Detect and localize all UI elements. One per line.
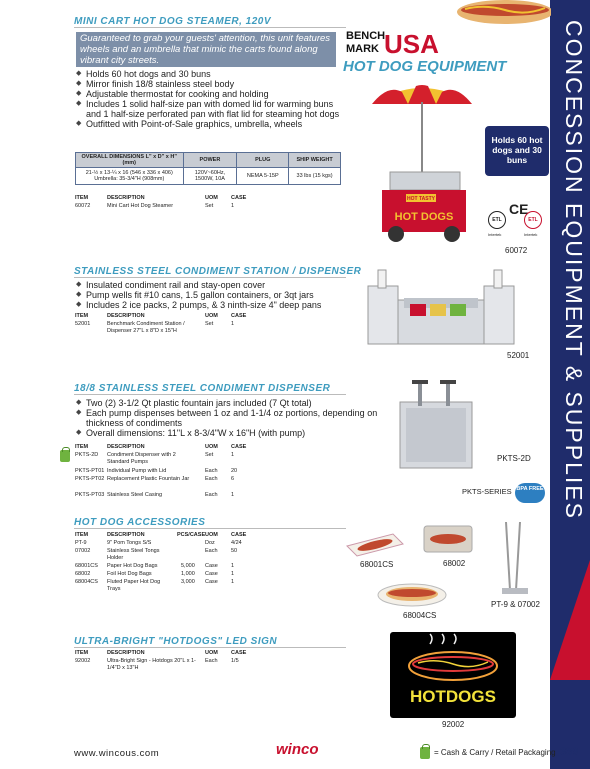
sec2-item-table (75, 313, 275, 343)
item-col-header: DESCRIPTION (107, 444, 145, 450)
item-header-row (75, 650, 275, 658)
intertek-label-1: Intertek (488, 232, 502, 237)
bullet: ◆ Includes 1 solid half-size pan with domed lid for warming buns and 1 half-size perforated pan with flat lid for steaming hot dogs (76, 99, 346, 119)
hotdogs-led-sign-image (390, 632, 516, 718)
item-code: PKTS-PT03 (75, 492, 105, 498)
table-row (75, 540, 325, 548)
sec2-bullets (76, 280, 376, 310)
spec-cell: NEMA 5-15P (237, 168, 289, 185)
item-col-header: UOM (205, 195, 218, 201)
spec-header: OVERALL DIMENSIONS L" x D" x H"(mm) (76, 153, 184, 168)
item-case: 4/24 (231, 540, 242, 546)
table-row (75, 563, 325, 571)
caption-68001cs: 68001CS (360, 560, 394, 569)
sec5-title: ULTRA-BRIGHT "HOTDOGS" LED SIGN (74, 636, 278, 647)
condiment-dispenser-image (392, 376, 480, 472)
item-uom: Set (205, 321, 214, 327)
item-code: 52001 (75, 321, 91, 327)
sec3-rule (74, 394, 346, 395)
item-pcs: 3,000 (181, 579, 195, 585)
tongs-holder-image (500, 520, 530, 596)
cart-sign-top: HOT TASTY (407, 196, 435, 202)
sec1-rule (74, 27, 346, 28)
sec4-title: HOT DOG ACCESSORIES (74, 517, 206, 528)
item-desc: Stainless Steel Casing (107, 492, 163, 498)
fluted-hotdog-tray-image (375, 580, 450, 608)
table-row (75, 492, 275, 500)
item-code: PKTS-PT01 (75, 468, 105, 474)
item-uom: Set (205, 203, 214, 209)
item-code: 68002 (75, 571, 91, 577)
item-col-header: ITEM (75, 313, 89, 319)
bullet: ◆ Includes 2 ice packs, 2 pumps, & 3 ninth-size 4" deep pans (76, 300, 376, 310)
sec3-item-table (75, 444, 275, 500)
item-header-row (75, 195, 275, 203)
item-case: 1 (231, 452, 235, 458)
item-header-row (75, 313, 275, 321)
item-desc: Stainless Steel Tongs Holder (107, 548, 160, 561)
item-pcs: 5,000 (181, 563, 195, 569)
bullet: ◆ Two (2) 3-1/2 Qt plastic fountain jars included (7 Qt total) (76, 398, 386, 408)
item-col-header: ITEM (75, 532, 89, 538)
item-case: 1 (231, 563, 235, 569)
page-number: 389 (560, 746, 579, 758)
sec1-caption: 60072 (505, 246, 528, 255)
item-code: PKTS-PT02 (75, 476, 105, 482)
bullet: ◆ Adjustable thermostat for cooking and holding (76, 89, 346, 99)
item-col-header: ITEM (75, 650, 89, 656)
item-desc: Foil Hot Dog Bags (107, 571, 152, 577)
item-case: 1 (231, 203, 235, 209)
item-desc: Fluted Paper Hot Dog Trays (107, 579, 161, 592)
table-row (75, 452, 275, 468)
capacity-callout: Holds 60 hot dogs and 30 buns (485, 126, 549, 176)
footer-url[interactable]: www.wincous.com (74, 748, 160, 759)
sec2-caption: 52001 (507, 351, 530, 360)
bullet: ◆ Pump wells fit #10 cans, 1.5 gallon containers, or 3qt jars (76, 290, 376, 300)
sec2-rule (74, 277, 346, 278)
item-col-header: CASE (231, 650, 247, 656)
table-row (75, 476, 275, 492)
intertek-label-2: Intertek (524, 232, 538, 237)
item-col-header: UOM (205, 313, 218, 319)
series-label: PKTS-SERIES (462, 487, 512, 496)
item-uom: Each (205, 492, 218, 498)
bullet: ◆ Mirror finish 18/8 stainless steel body (76, 79, 346, 89)
item-desc: Replacement Plastic Fountain Jar (107, 476, 190, 482)
cart-sign: HOT DOGS (394, 211, 454, 223)
sec3-title: 18/8 STAINLESS STEEL CONDIMENT DISPENSER (74, 383, 331, 394)
table-row (75, 468, 275, 476)
sec1-bullets (76, 69, 346, 129)
foil-hotdog-bag-image (420, 522, 476, 556)
table-row (75, 548, 325, 563)
caption-68004cs: 68004CS (403, 611, 437, 620)
item-code: 68004CS (75, 579, 98, 585)
led-sign-text: HOTDOGS (410, 687, 496, 706)
spec-header: POWER (183, 153, 237, 168)
retail-bag-icon (60, 450, 70, 462)
item-col-header: CASE (231, 313, 247, 319)
sec3-caption: PKTS-2D (497, 454, 531, 463)
bullet: ◆ Each pump dispenses between 1 oz and 1-1/4 oz portions, depending on thickness of condiments (76, 408, 386, 428)
item-col-header: CASE (231, 532, 247, 538)
spec-cell: 21-½ x 13-¼ x 16 (546 x 336 x 406) Umbrella: 35-3/4"H (908mm) (76, 168, 184, 185)
item-col-header: DESCRIPTION (107, 313, 145, 319)
item-code: 92002 (75, 658, 91, 664)
item-header-row (75, 532, 325, 540)
item-col-header: ITEM (75, 444, 89, 450)
item-code: 68001CS (75, 563, 98, 569)
bpa-free-badge: BPA FREE (515, 483, 545, 503)
retail-legend: = Cash & Carry / Retail Packaging (434, 748, 556, 757)
spec-header: SHIP WEIGHT (289, 153, 341, 168)
item-case: 1 (231, 579, 235, 585)
item-uom: Case (205, 571, 218, 577)
item-desc: 9" Pom Tongs S/S (107, 540, 152, 546)
item-col-header: CASE (231, 195, 247, 201)
caption-68002: 68002 (443, 559, 466, 568)
sec1-item-table (75, 195, 275, 211)
hotdog-top-image (455, 0, 551, 28)
item-case: 1 (231, 321, 235, 327)
item-uom: Doz (205, 540, 215, 546)
condiment-station-image (364, 268, 518, 348)
bullet: ◆ Overall dimensions: 11"L x 8-3/4"W x 16"H (with pump) (76, 428, 386, 438)
logo-bench: BENCH (346, 30, 386, 42)
item-header-row (75, 444, 275, 452)
bullet: ◆ Insulated condiment rail and stay-open cover (76, 280, 376, 290)
bullet: ◆ Holds 60 hot dogs and 30 buns (76, 69, 346, 79)
item-uom: Each (205, 548, 218, 554)
item-uom: Each (205, 658, 218, 664)
item-case: 1 (231, 571, 235, 577)
item-case: 6 (231, 476, 235, 482)
etl-mark-1: ETL (488, 211, 506, 229)
side-title: CONCESSION EQUIPMENT & SUPPLIES (561, 20, 587, 520)
item-uom: Each (205, 468, 218, 474)
item-uom: Each (205, 476, 218, 482)
brand-subtitle: HOT DOG EQUIPMENT (343, 58, 507, 75)
spec-cell: 33 lbs (15 kgs) (289, 168, 341, 185)
table-row (75, 579, 325, 594)
sec4-item-table (75, 532, 325, 594)
sec1-title: MINI CART HOT DOG STEAMER, 120V (74, 16, 272, 27)
sec2-title: STAINLESS STEEL CONDIMENT STATION / DISPENSER (74, 266, 362, 277)
item-col-header: DESCRIPTION (107, 195, 145, 201)
hot-dog-cart-image (368, 80, 476, 243)
sec5-caption: 92002 (442, 720, 465, 729)
etl-mark-2: ETL (524, 211, 542, 229)
table-row (75, 571, 325, 579)
item-case: 50 (231, 548, 238, 554)
item-col-header: UOM (205, 650, 218, 656)
item-uom: Set (205, 452, 214, 458)
item-desc: Condiment Dispenser with 2 Standard Pumps (107, 452, 176, 465)
retail-bag-icon (420, 747, 430, 759)
paper-hotdog-bag-image (345, 530, 405, 558)
item-uom: Case (205, 563, 218, 569)
item-uom: Case (205, 579, 218, 585)
item-col-header: DESCRIPTION (107, 532, 145, 538)
spec-cell: 120V~60Hz, 1500W, 10A (183, 168, 237, 185)
item-desc: Mini Cart Hot Dog Steamer (107, 203, 174, 209)
spec-table (75, 152, 341, 185)
item-col-header: ITEM (75, 195, 89, 201)
item-code: 60072 (75, 203, 91, 209)
table-row (75, 321, 275, 343)
bullet: ◆ Outfitted with Point-of-Sale graphics, umbrella, wheels (76, 119, 346, 129)
item-case: 20 (231, 468, 238, 474)
spec-header: PLUG (237, 153, 289, 168)
logo-usa: USA (384, 29, 439, 59)
ce-mark: CE (509, 201, 529, 217)
sec1-intro: Guaranteed to grab your guests' attention, this unit features wheels and an umbrella that mimic the carts found along vibrant city streets. (76, 32, 336, 67)
table-row (75, 658, 275, 673)
winco-logo: winco (276, 741, 319, 758)
item-code: 07002 (75, 548, 91, 554)
item-col-header: DESCRIPTION (107, 650, 145, 656)
item-desc: Individual Pump with Lid (107, 468, 167, 474)
item-col-header: UOM (205, 532, 218, 538)
item-desc: Benchmark Condiment Station / Dispenser 27"L x 8"D x 15"H (107, 321, 185, 334)
item-col-header: UOM (205, 444, 218, 450)
item-col-header: CASE (231, 444, 247, 450)
item-pcs: 1,000 (181, 571, 195, 577)
item-col-header: PCS/CASE (177, 532, 206, 538)
sec3-bullets (76, 398, 386, 438)
item-code: PT-9 (75, 540, 87, 546)
item-desc: Ultra-Bright Sign - Hotdogs 20"L x 1-1/4"D x 13"H (107, 658, 196, 671)
item-desc: Paper Hot Dog Bags (107, 563, 158, 569)
sec5-item-table (75, 650, 275, 673)
table-row (75, 203, 275, 211)
sec4-rule (74, 528, 346, 529)
item-case: 1 (231, 492, 235, 498)
item-case: 1/5 (231, 658, 239, 664)
caption-pt9-07002: PT-9 & 07002 (491, 600, 540, 609)
logo-mark: MARK (346, 43, 379, 55)
sec5-rule (74, 647, 346, 648)
item-code: PKTS-2D (75, 452, 99, 458)
